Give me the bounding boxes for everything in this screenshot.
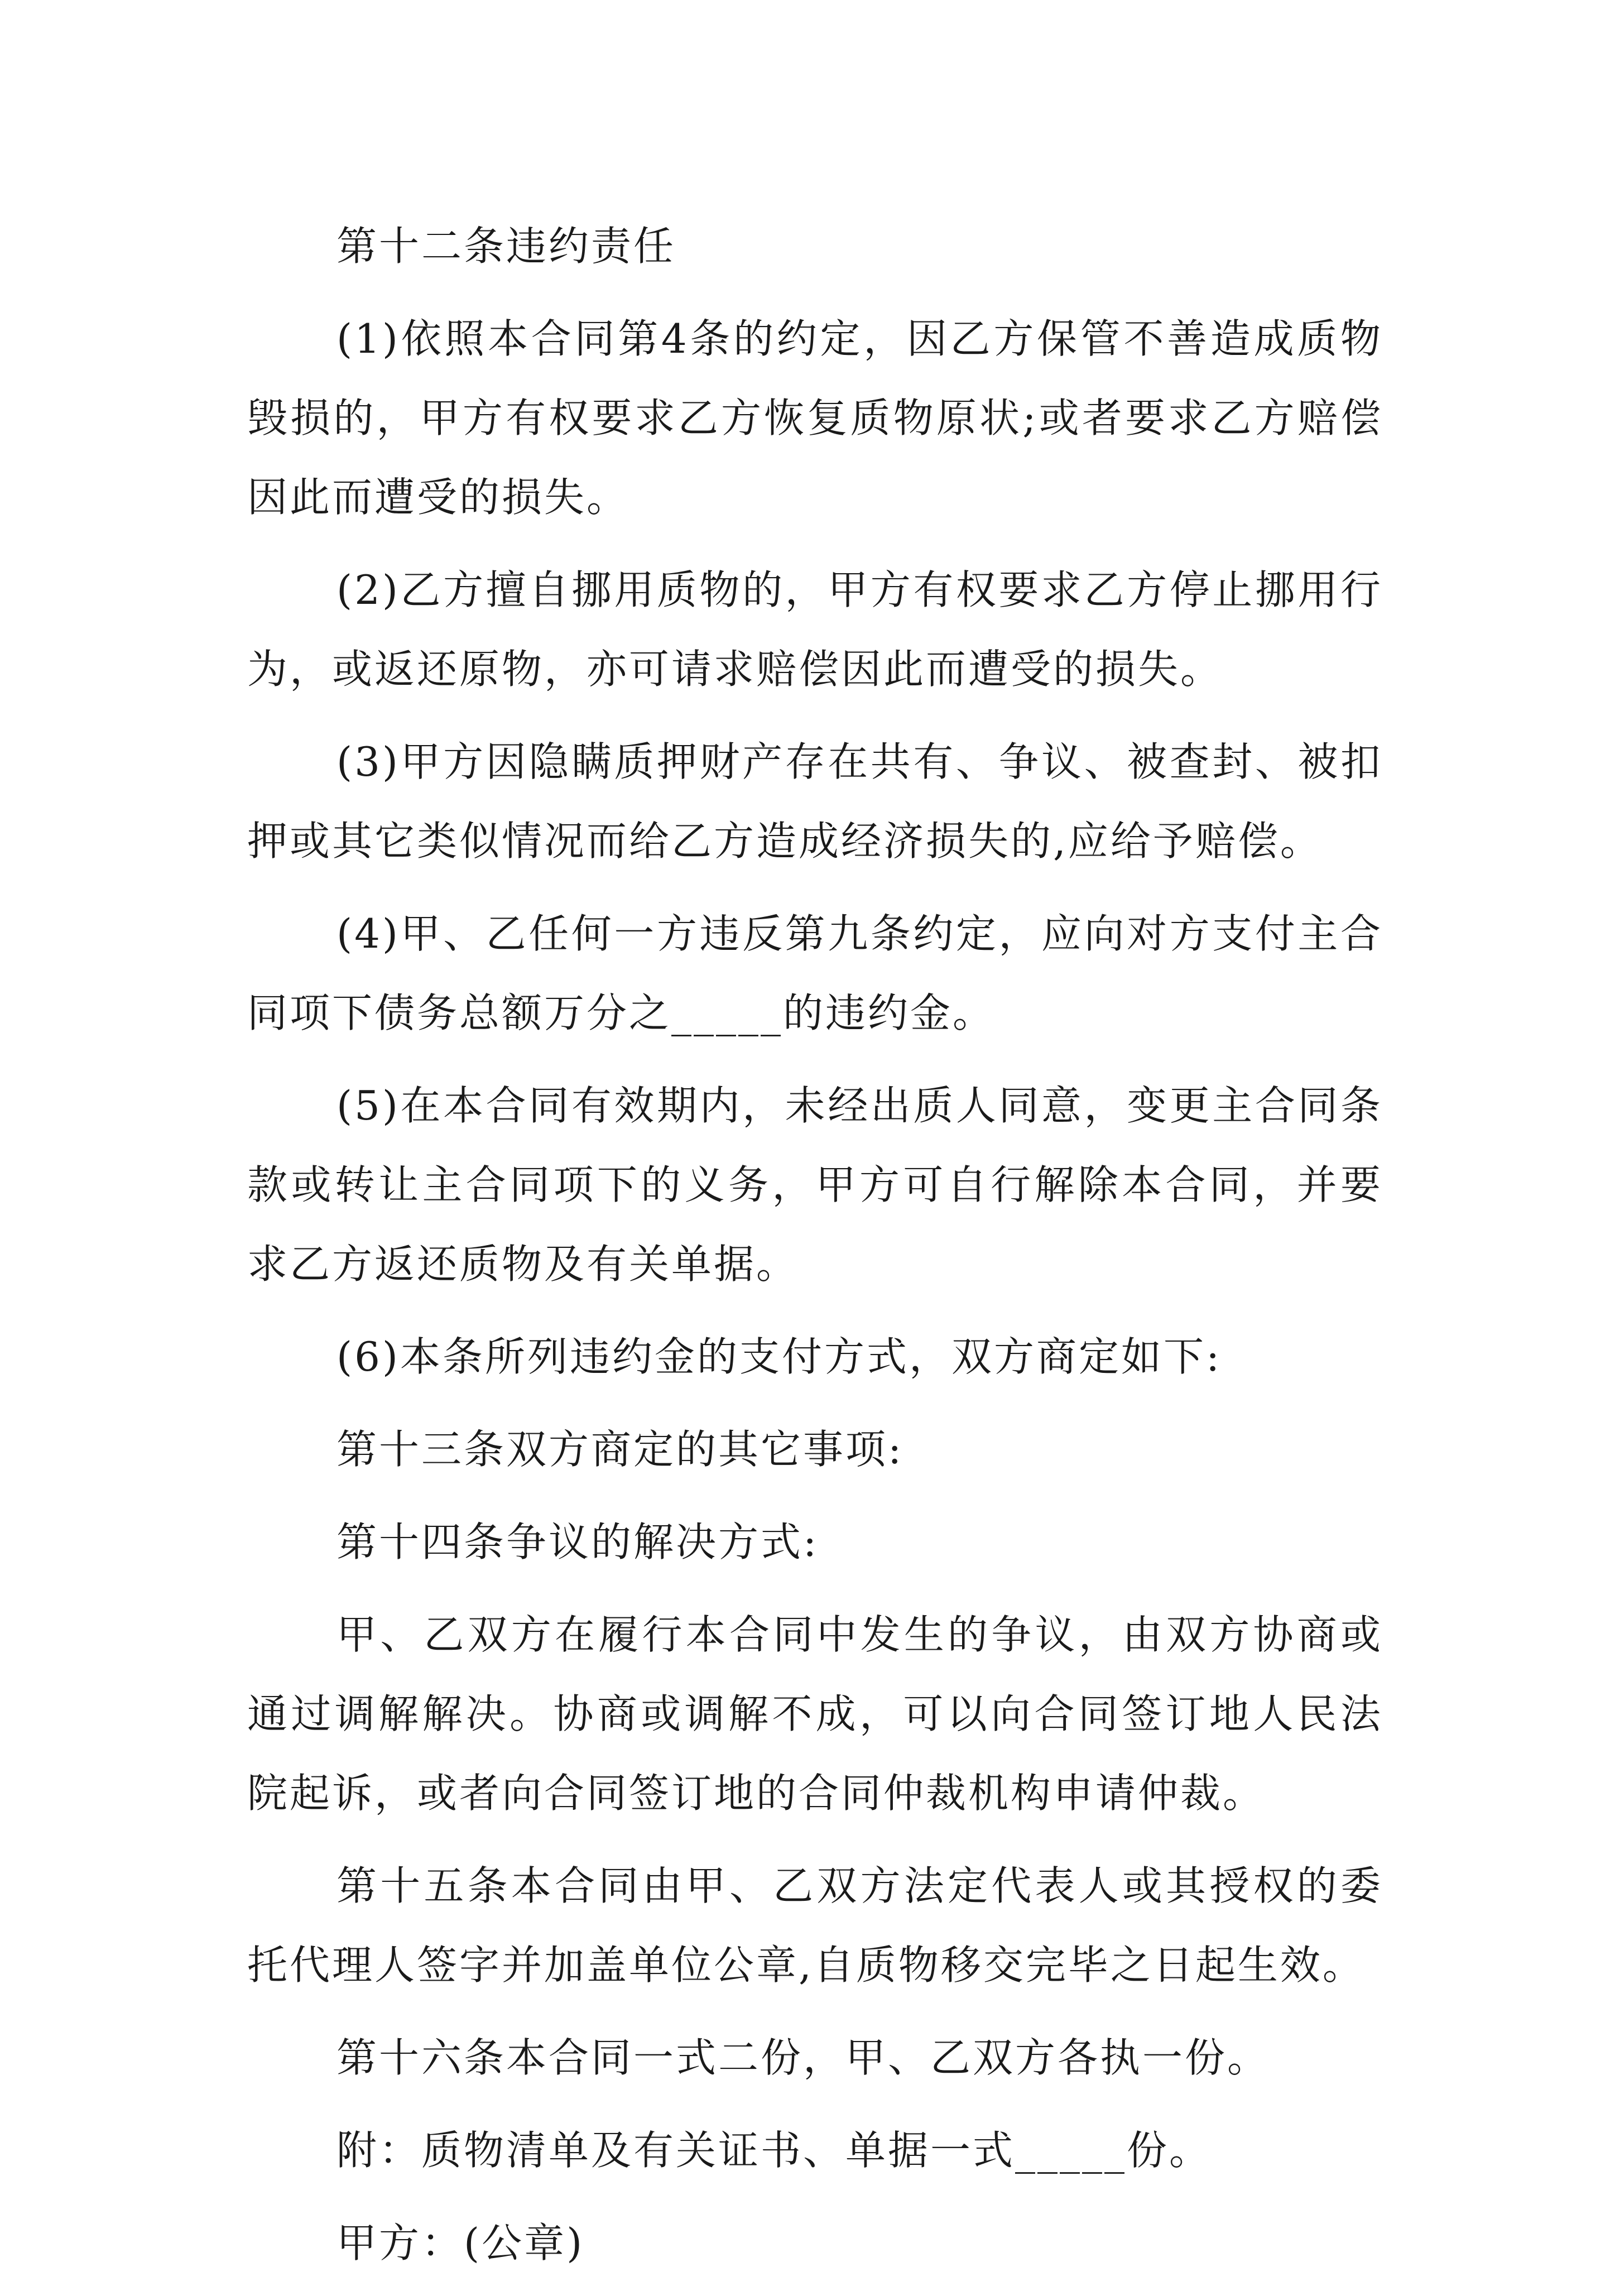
clause-12-item-1: (1)依照本合同第4条的约定，因乙方保管不善造成质物毁损的，甲方有权要求乙方恢复质物原状;或者要求乙方赔偿因此而遭受的损失。 — [247, 315, 1383, 521]
clause-14-heading: 第十四条争议的解决方式: — [337, 1519, 819, 1565]
clause-16-body: 第十六条本合同一式二份，甲、乙双方各执一份。 — [337, 2034, 1270, 2081]
clause-12-heading: 第十二条违约责任 — [337, 223, 676, 270]
clause-14-body: 甲、乙双方在履行本合同中发生的争议，由双方协商或通过调解解决。协商或调解不成，可以向合同签订地人民法院起诉，或者向合同签订地的合同仲裁机构申请仲裁。 — [247, 1611, 1383, 1817]
clause-12-item-3: (3)甲方因隐瞒质押财产存在共有、争议、被查封、被扣押或其它类似情况而给乙方造成经济损失的,应给予赔偿。 — [247, 738, 1383, 864]
clause-12-item-5: (5)在本合同有效期内，未经出质人同意，变更主合同条款或转让主合同项下的义务，甲方可自行解除本合同，并要求乙方返还质物及有关单据。 — [247, 1082, 1383, 1288]
clause-12-item-6: (6)本条所列违约金的支付方式，双方商定如下: — [337, 1333, 1222, 1380]
clause-12-item-2: (2)乙方擅自挪用质物的，甲方有权要求乙方停止挪用行为，或返还原物，亦可请求赔偿因此而遭受的损失。 — [247, 566, 1383, 693]
clause-15-body: 第十五条本合同由甲、乙双方法定代表人或其授权的委托代理人签字并加盖单位公章,自质物移交完毕之日起生效。 — [247, 1862, 1383, 1988]
document-body — [247, 206, 1383, 2296]
clause-13-heading: 第十三条双方商定的其它事项: — [337, 1426, 904, 1473]
party-a-signature-line: 甲方：(公章) — [337, 2220, 585, 2266]
attachment-note: 附：质物清单及有关证书、单据一式_____份。 — [337, 2127, 1212, 2174]
clause-12-item-4: (4)甲、乙任何一方违反第九条约定，应向对方支付主合同项下债务总额万分之_____的违约金。 — [247, 910, 1383, 1036]
